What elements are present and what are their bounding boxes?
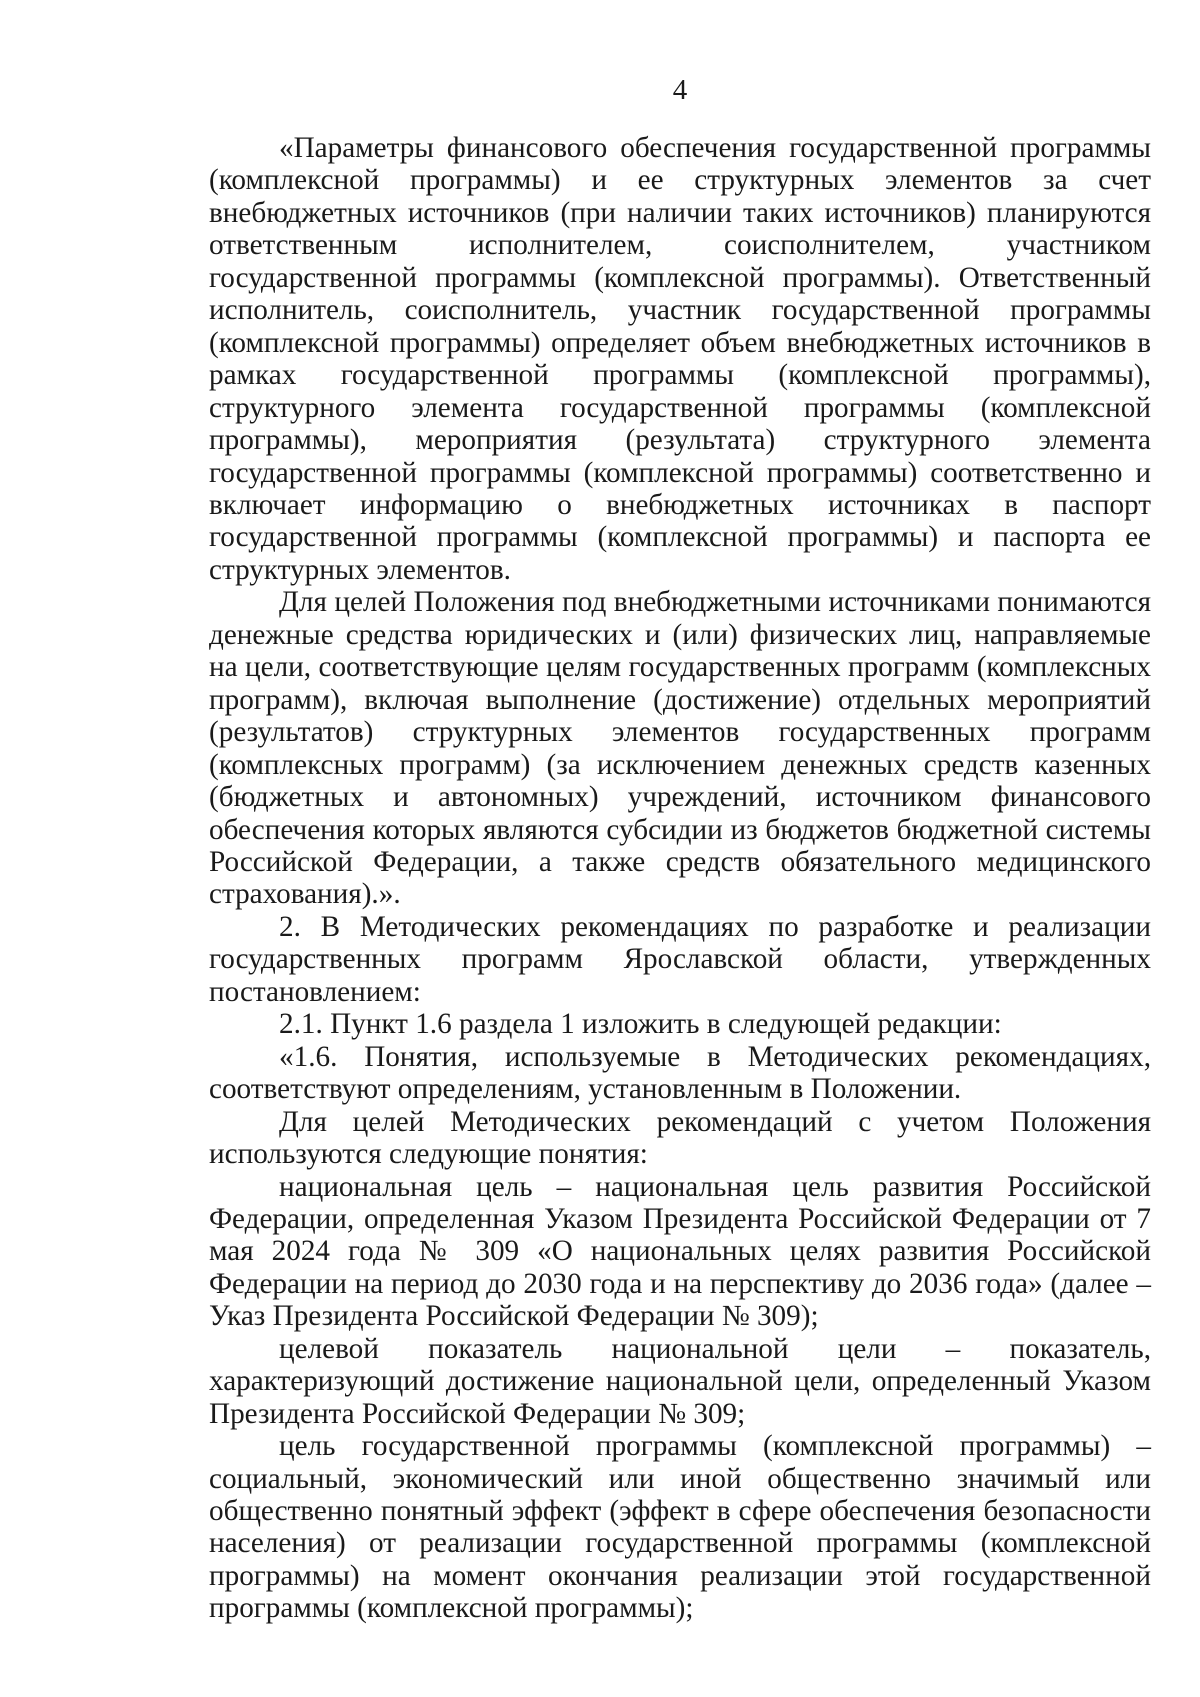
paragraph-definitions-intro: Для целей Методических рекомендаций с учетом Положения используются следующие понятия:: [209, 1105, 1151, 1171]
paragraph-financing-parameters: «Параметры финансового обеспечения государственной программы (комплексной программы) и ее структурных элементов за счет внебюджетных источников (при наличии таких источников) планируются ответственным исполнителем, соисполнителем, участником государственной программы (комплексной программы). Ответственный исполнитель, соисполнитель, участник государственной программы (комплексной программы) определяет объем внебюджетных источников в рамках государственной программы (комплексной программы), структурного элемента государственной программы (комплексной программы), мероприятия (результата) структурного элемента государственной программы (комплексной программы) соответственно и включает информацию о внебюджетных источниках в паспорт государственной программы (комплексной программы) и паспорта ее структурных элементов.: [209, 132, 1151, 586]
paragraph-program-goal: цель государственной программы (комплексной программы) – социальный, экономический или иной общественно значимый или общественно понятный эффект (эффект в сфере обеспечения безопасности населения) от реализации государственной программы (комплексной программы) на момент окончания реализации этой государственной программы (комплексной программы);: [209, 1430, 1151, 1625]
page-number: 4: [672, 74, 688, 106]
paragraph-target-indicator: целевой показатель национальной цели – показатель, характеризующий достижение национальной цели, определенный Указом Президента Российской Федерации № 309;: [209, 1332, 1151, 1430]
paragraph-extrabudgetary-sources: Для целей Положения под внебюджетными источниками понимаются денежные средства юридических и (или) физических лиц, направляемые на цели, соответствующие целям государственных программ (комплексных программ), включая выполнение (достижение) отдельных мероприятий (результатов) структурных элементов государственных программ (комплексных программ) (за исключением денежных средств казенных (бюджетных и автономных) учреждений, источником финансового обеспечения которых являются субсидии из бюджетов бюджетной системы Российской Федерации, а также средств обязательного медицинского страхования).».: [209, 586, 1151, 911]
paragraph-methodical-recommendations: 2. В Методических рекомендациях по разработке и реализации государственных программ Ярославской области, утвержденных постановлением:: [209, 910, 1151, 1008]
paragraph-clause-2-1: 2.1. Пункт 1.6 раздела 1 изложить в следующей редакции:: [279, 1008, 1002, 1041]
document-body: [209, 132, 1151, 1625]
paragraph-national-goal: национальная цель – национальная цель развития Российской Федерации, определенная Указом Президента Российской Федерации от 7 мая 2024 года № 309 «О национальных целях развития Российской Федерации на период до 2030 года и на перспективу до 2036 года» (далее – Указ Президента Российской Федерации № 309);: [209, 1170, 1151, 1333]
paragraph-clause-1-6: «1.6. Понятия, используемые в Методических рекомендациях, соответствуют определениям, установленным в Положении.: [209, 1040, 1151, 1106]
